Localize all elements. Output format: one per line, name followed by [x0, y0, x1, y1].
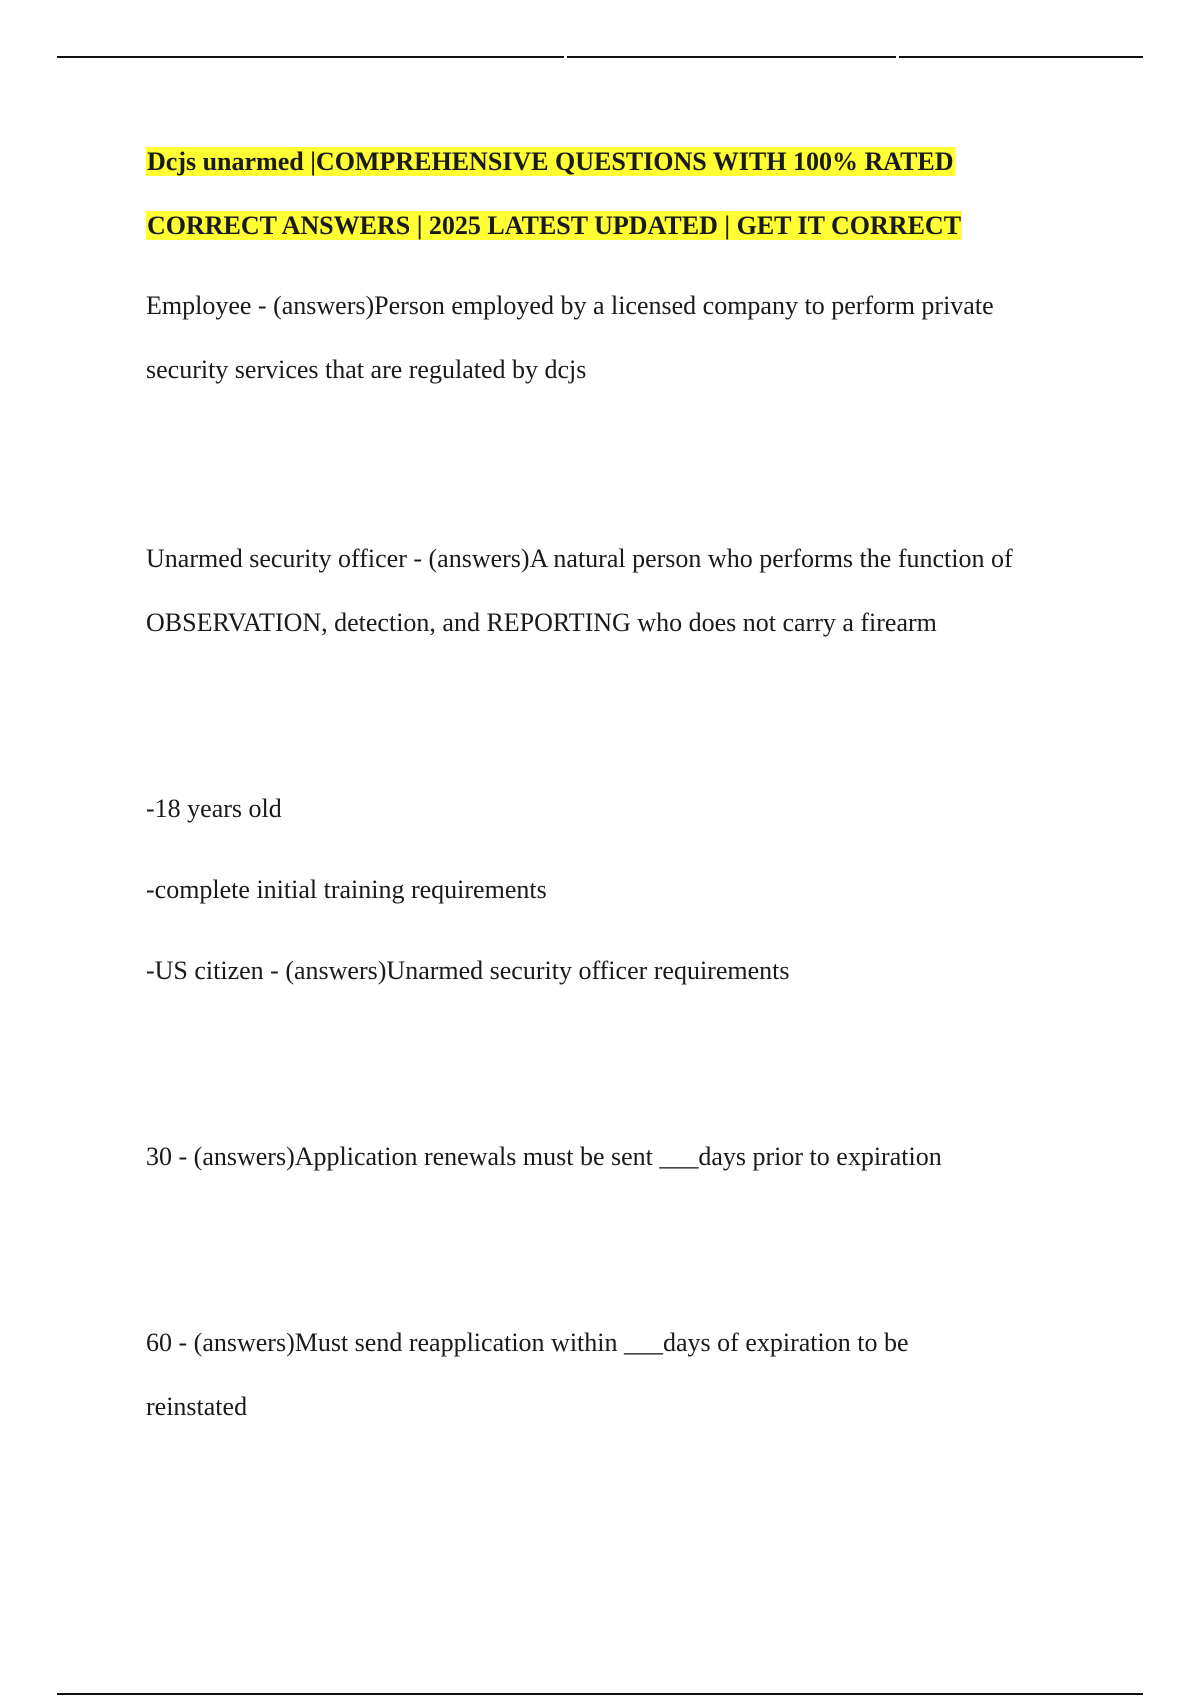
entry-line: reinstated — [146, 1392, 248, 1421]
entry-line: Unarmed security officer - (answers)A natural person who performs the function of — [146, 544, 1013, 573]
entry-line: OBSERVATION, detection, and REPORTING who does not carry a firearm — [146, 608, 937, 637]
entry-line: 60 - (answers)Must send reapplication within ___days of expiration to be — [146, 1328, 909, 1357]
document-title-line-1 — [146, 130, 1106, 194]
header-rule-segment-2 — [567, 56, 896, 58]
entry-line: 30 - (answers)Application renewals must be sent ___days prior to expiration — [146, 1142, 942, 1171]
entry-renewal-days — [146, 1125, 1106, 1189]
footer-rule — [57, 1693, 1143, 1695]
title-highlight-1: Dcjs unarmed |COMPREHENSIVE QUESTIONS WITH 100% RATED — [147, 147, 954, 176]
entry-line: -US citizen - (answers)Unarmed security officer requirements — [146, 956, 790, 985]
entry-line: security services that are regulated by dcjs — [146, 355, 587, 384]
header-rule-segment-1 — [57, 56, 564, 58]
entry-requirements — [146, 777, 1106, 1003]
entry-employee — [146, 274, 1106, 402]
entry-reapplication-days — [146, 1311, 1106, 1439]
document-body — [146, 130, 1106, 1439]
entry-line: Employee - (answers)Person employed by a licensed company to perform private — [146, 291, 994, 320]
entry-line: -18 years old — [146, 794, 282, 823]
entry-line: -complete initial training requirements — [146, 875, 547, 904]
entry-unarmed-officer — [146, 527, 1106, 655]
document-title-line-2 — [146, 194, 1106, 258]
title-highlight-2: CORRECT ANSWERS | 2025 LATEST UPDATED | GET IT CORRECT — [147, 211, 962, 240]
header-rule-segment-3 — [899, 56, 1143, 58]
